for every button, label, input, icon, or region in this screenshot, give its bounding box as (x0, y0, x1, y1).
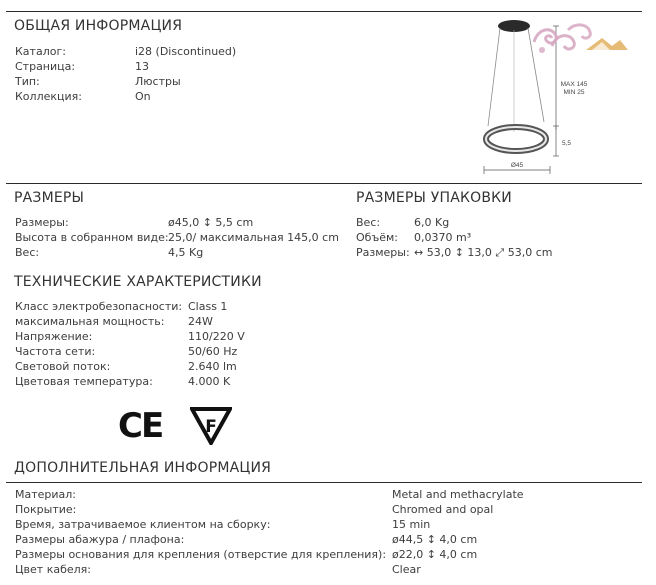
collection-label: Коллекция: (15, 90, 82, 103)
color-temperature-label: Цветовая температура: (15, 375, 153, 388)
frequency-label: Частота сети: (15, 345, 96, 358)
max-power-value: 24W (188, 315, 213, 328)
color-temperature-value: 4.000 K (188, 375, 231, 388)
ce-mark-icon: CE (118, 406, 163, 446)
max-height-label: MAX 145 (560, 81, 588, 88)
shade-size-label: Размеры абажура / плафона: (15, 533, 185, 546)
type-value: Люстры (135, 75, 181, 88)
catalog-value: i28 (Discontinued) (135, 45, 237, 58)
cable-color-label: Цвет кабеля: (15, 563, 91, 576)
weight-value: 4,5 Kg (168, 246, 204, 259)
additional-heading: ДОПОЛНИТЕЛЬНАЯ ИНФОРМАЦИЯ (14, 460, 272, 476)
package-volume-label: Объём: (356, 231, 398, 244)
top-divider (6, 11, 642, 12)
cable-color-value: Clear (392, 563, 421, 576)
dimensions-heading: РАЗМЕРЫ (14, 190, 85, 206)
page-value: 13 (135, 60, 149, 73)
general-info-heading: ОБЩАЯ ИНФОРМАЦИЯ (14, 18, 183, 34)
assembly-time-value: 15 min (392, 518, 431, 531)
package-weight-label: Вес: (356, 216, 381, 229)
mount-base-size-label: Размеры основания для крепления (отверстие для крепления): (15, 548, 387, 561)
size-label: Размеры: (15, 216, 69, 229)
collection-value: On (135, 90, 151, 103)
shade-size-value: ø44,5 ↕ 4,0 cm (392, 533, 478, 546)
min-height-label: MIN 25 (563, 89, 585, 96)
additional-divider (6, 482, 642, 483)
finish-label: Покрытие: (15, 503, 77, 516)
diameter-label: Ø45 (510, 162, 524, 169)
luminous-flux-label: Световой поток: (15, 360, 111, 373)
material-label: Материал: (15, 488, 77, 501)
size-value: ø45,0 ↕ 5,5 cm (168, 216, 254, 229)
assembled-height-label: Высота в собранном виде: (15, 231, 169, 244)
mount-base-size-value: ø22,0 ↕ 4,0 cm (392, 548, 478, 561)
packaging-heading: РАЗМЕРЫ УПАКОВКИ (356, 190, 512, 206)
voltage-value: 110/220 V (188, 330, 245, 343)
technical-heading: ТЕХНИЧЕСКИЕ ХАРАКТЕРИСТИКИ (14, 274, 262, 290)
finish-value: Chromed and opal (392, 503, 494, 516)
package-size-value: ↔ 53,0 ↕ 13,0 ⤢ 53,0 cm (414, 246, 553, 259)
protection-class-label: Класс электробезопасности: (15, 300, 183, 313)
assembly-time-label: Время, затрачиваемое клиентом на сборку: (15, 518, 271, 531)
catalog-label: Каталог: (15, 45, 66, 58)
svg-text:F: F (205, 417, 217, 437)
f-mark-icon (190, 407, 232, 445)
page-label: Страница: (15, 60, 76, 73)
package-volume-value: 0,0370 m³ (414, 231, 472, 244)
general-divider (6, 183, 642, 184)
brand-logo-icon (530, 16, 630, 62)
max-power-label: максимальная мощность: (15, 315, 165, 328)
luminous-flux-value: 2.640 lm (188, 360, 237, 373)
voltage-label: Напряжение: (15, 330, 93, 343)
package-weight-value: 6,0 Kg (414, 216, 450, 229)
weight-label: Вес: (15, 246, 40, 259)
material-value: Metal and methacrylate (392, 488, 524, 501)
package-size-label: Размеры: (356, 246, 410, 259)
protection-class-value: Class 1 (188, 300, 228, 313)
body-height-label: 5,5 (562, 140, 572, 147)
frequency-value: 50/60 Hz (188, 345, 238, 358)
assembled-height-value: 25,0/ максимальная 145,0 cm (168, 231, 339, 244)
type-label: Тип: (15, 75, 40, 88)
